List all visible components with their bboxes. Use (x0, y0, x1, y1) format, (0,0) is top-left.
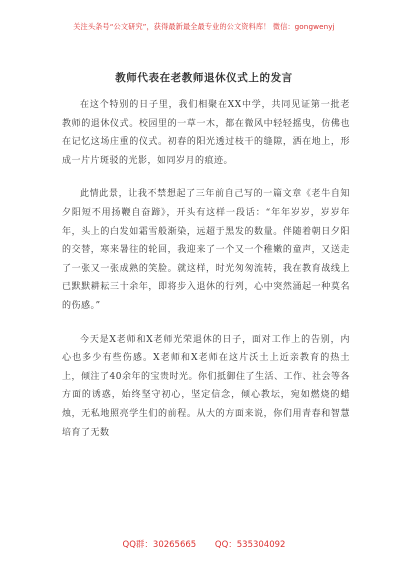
document-title: 教师代表在老教师退休仪式上的发言 (115, 72, 293, 84)
footer-qq: QQ：535304092 (214, 540, 286, 550)
footer-qq-group: QQ群：30265665 (122, 540, 197, 550)
document-body (62, 96, 350, 457)
paragraph: 在这个特别的日子里，我们相聚在XX中学，共同见证第一批老教师的退休仪式。校园里的一草一木，都在微风中轻轻摇曳，仿佛也在记忆这场庄重的仪式。初春的阳光透过枝干的缝隙，洒在地上，形成一片片斑驳的光影，如同岁月的痕迹。 (62, 100, 350, 166)
header-banner: 关注头条号“公文研究”，获得最新最全最专业的公文资料库！ 微信：gongwenyj (73, 22, 335, 31)
footer-contact (0, 538, 408, 550)
paragraph: 今天是X老师和X老师光荣退休的日子，面对工作上的告别，内心也多少有些伤感。X老师和X老师在这片沃土上近亲教育的热土上，倾注了40余年的宝贵时光。你们抵御住了生活、工作、社会等各方面的诱惑，始终坚守初心，坚定信念，倾心教坛，宛如燃烧的蜡烛，无私地照亮学生们的前程。从大的方面来说，你们用青春和智慧培育了无数 (62, 334, 350, 438)
paragraph: 此情此景，让我不禁想起了三年前自己写的一篇文章《老牛自知夕阳短不用扬鞭自奋蹄》，开头有这样一段话：“年年岁岁，岁岁年年，头上的白发如霜雪般渐染，远超于黑发的数量。伴随着朝日夕阳的交替，寒来暑往的轮回，我迎来了一个又一个稚嫩的童声，又送走了一张又一张成熟的笑脸。就这样，时光匆匆流转，我在教育战线上已默默耕耘三十余年，即将步入退休的行列，心中突然涌起一种莫名的伤感。” (62, 189, 350, 311)
